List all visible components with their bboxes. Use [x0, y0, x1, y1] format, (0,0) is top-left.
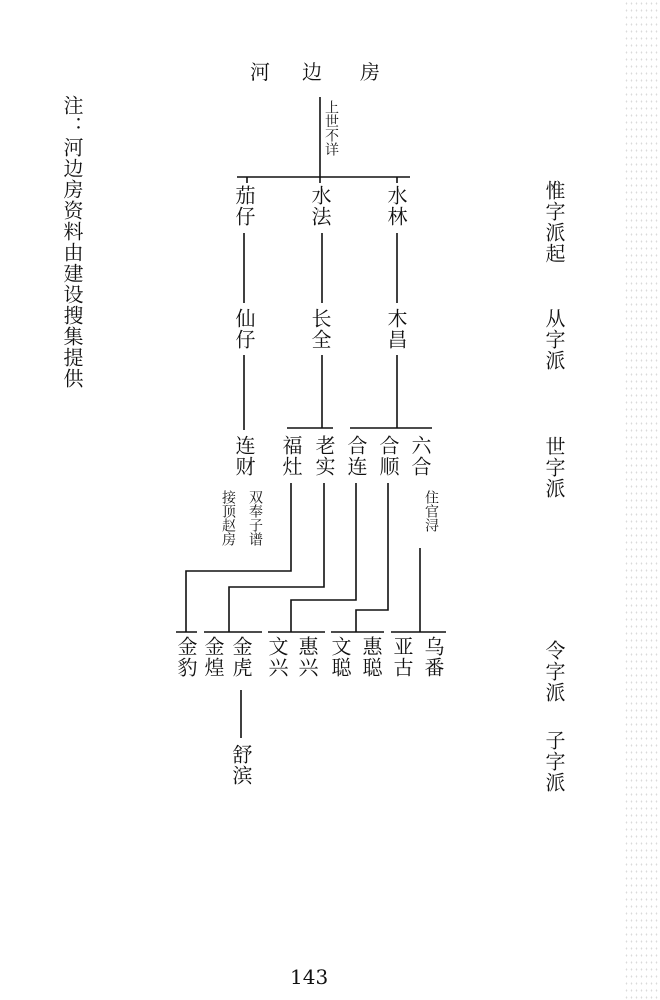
person-shuifa: 水法	[308, 185, 332, 227]
person-wufan: 乌番	[421, 636, 445, 678]
person-liuhe: 六合	[408, 435, 432, 477]
note-jieding-zhaofang: 接顶赵房	[220, 490, 236, 546]
note-shuangfeng-zipu: 双奉子谱	[247, 490, 263, 546]
person-xianzai: 仙仔	[232, 308, 256, 350]
title-char-2: 边	[302, 60, 322, 84]
generation-label-2: 从字派	[542, 308, 566, 371]
person-helian: 合连	[344, 435, 368, 477]
root-label: 上世不详	[323, 100, 339, 156]
generation-label-3: 世字派	[542, 436, 566, 499]
page-number: 143	[290, 965, 329, 989]
person-fuzao: 福灶	[279, 435, 303, 477]
person-shubin: 舒滨	[229, 744, 253, 786]
generation-label-1: 惟字派起	[542, 180, 566, 264]
person-wencong: 文聪	[328, 636, 352, 678]
source-note: 注：河边房资料由建设搜集提供	[60, 95, 84, 389]
note-zhu-guanxun: 住官浔	[423, 490, 439, 532]
person-yagu: 亚古	[390, 636, 414, 678]
link-fuzao-jinbao	[186, 483, 291, 632]
person-laoshi: 老实	[312, 435, 336, 477]
person-muchang: 木昌	[384, 308, 408, 350]
person-liancai: 连财	[232, 435, 256, 477]
person-wenxing: 文兴	[265, 636, 289, 678]
generation-label-5: 子字派	[542, 730, 566, 793]
person-changquan: 长全	[308, 308, 332, 350]
person-jinhu: 金虎	[229, 636, 253, 678]
person-shuilin: 水林	[384, 185, 408, 227]
generation-label-4: 令字派	[542, 640, 566, 703]
person-huicong: 惠聪	[359, 636, 383, 678]
scan-edge-noise	[624, 0, 660, 1000]
person-qiezai: 茄仔	[232, 185, 256, 227]
person-jinhuang: 金煌	[201, 636, 225, 678]
title-char-1: 河	[250, 60, 270, 84]
person-huixing: 惠兴	[295, 636, 319, 678]
person-heshun: 合顺	[376, 435, 400, 477]
title-char-3: 房	[360, 60, 380, 84]
link-heshun-wencong-huicong	[356, 483, 388, 632]
person-jinbao: 金豹	[174, 636, 198, 678]
link-laoshi-jinhuang-jinhu	[229, 483, 324, 632]
